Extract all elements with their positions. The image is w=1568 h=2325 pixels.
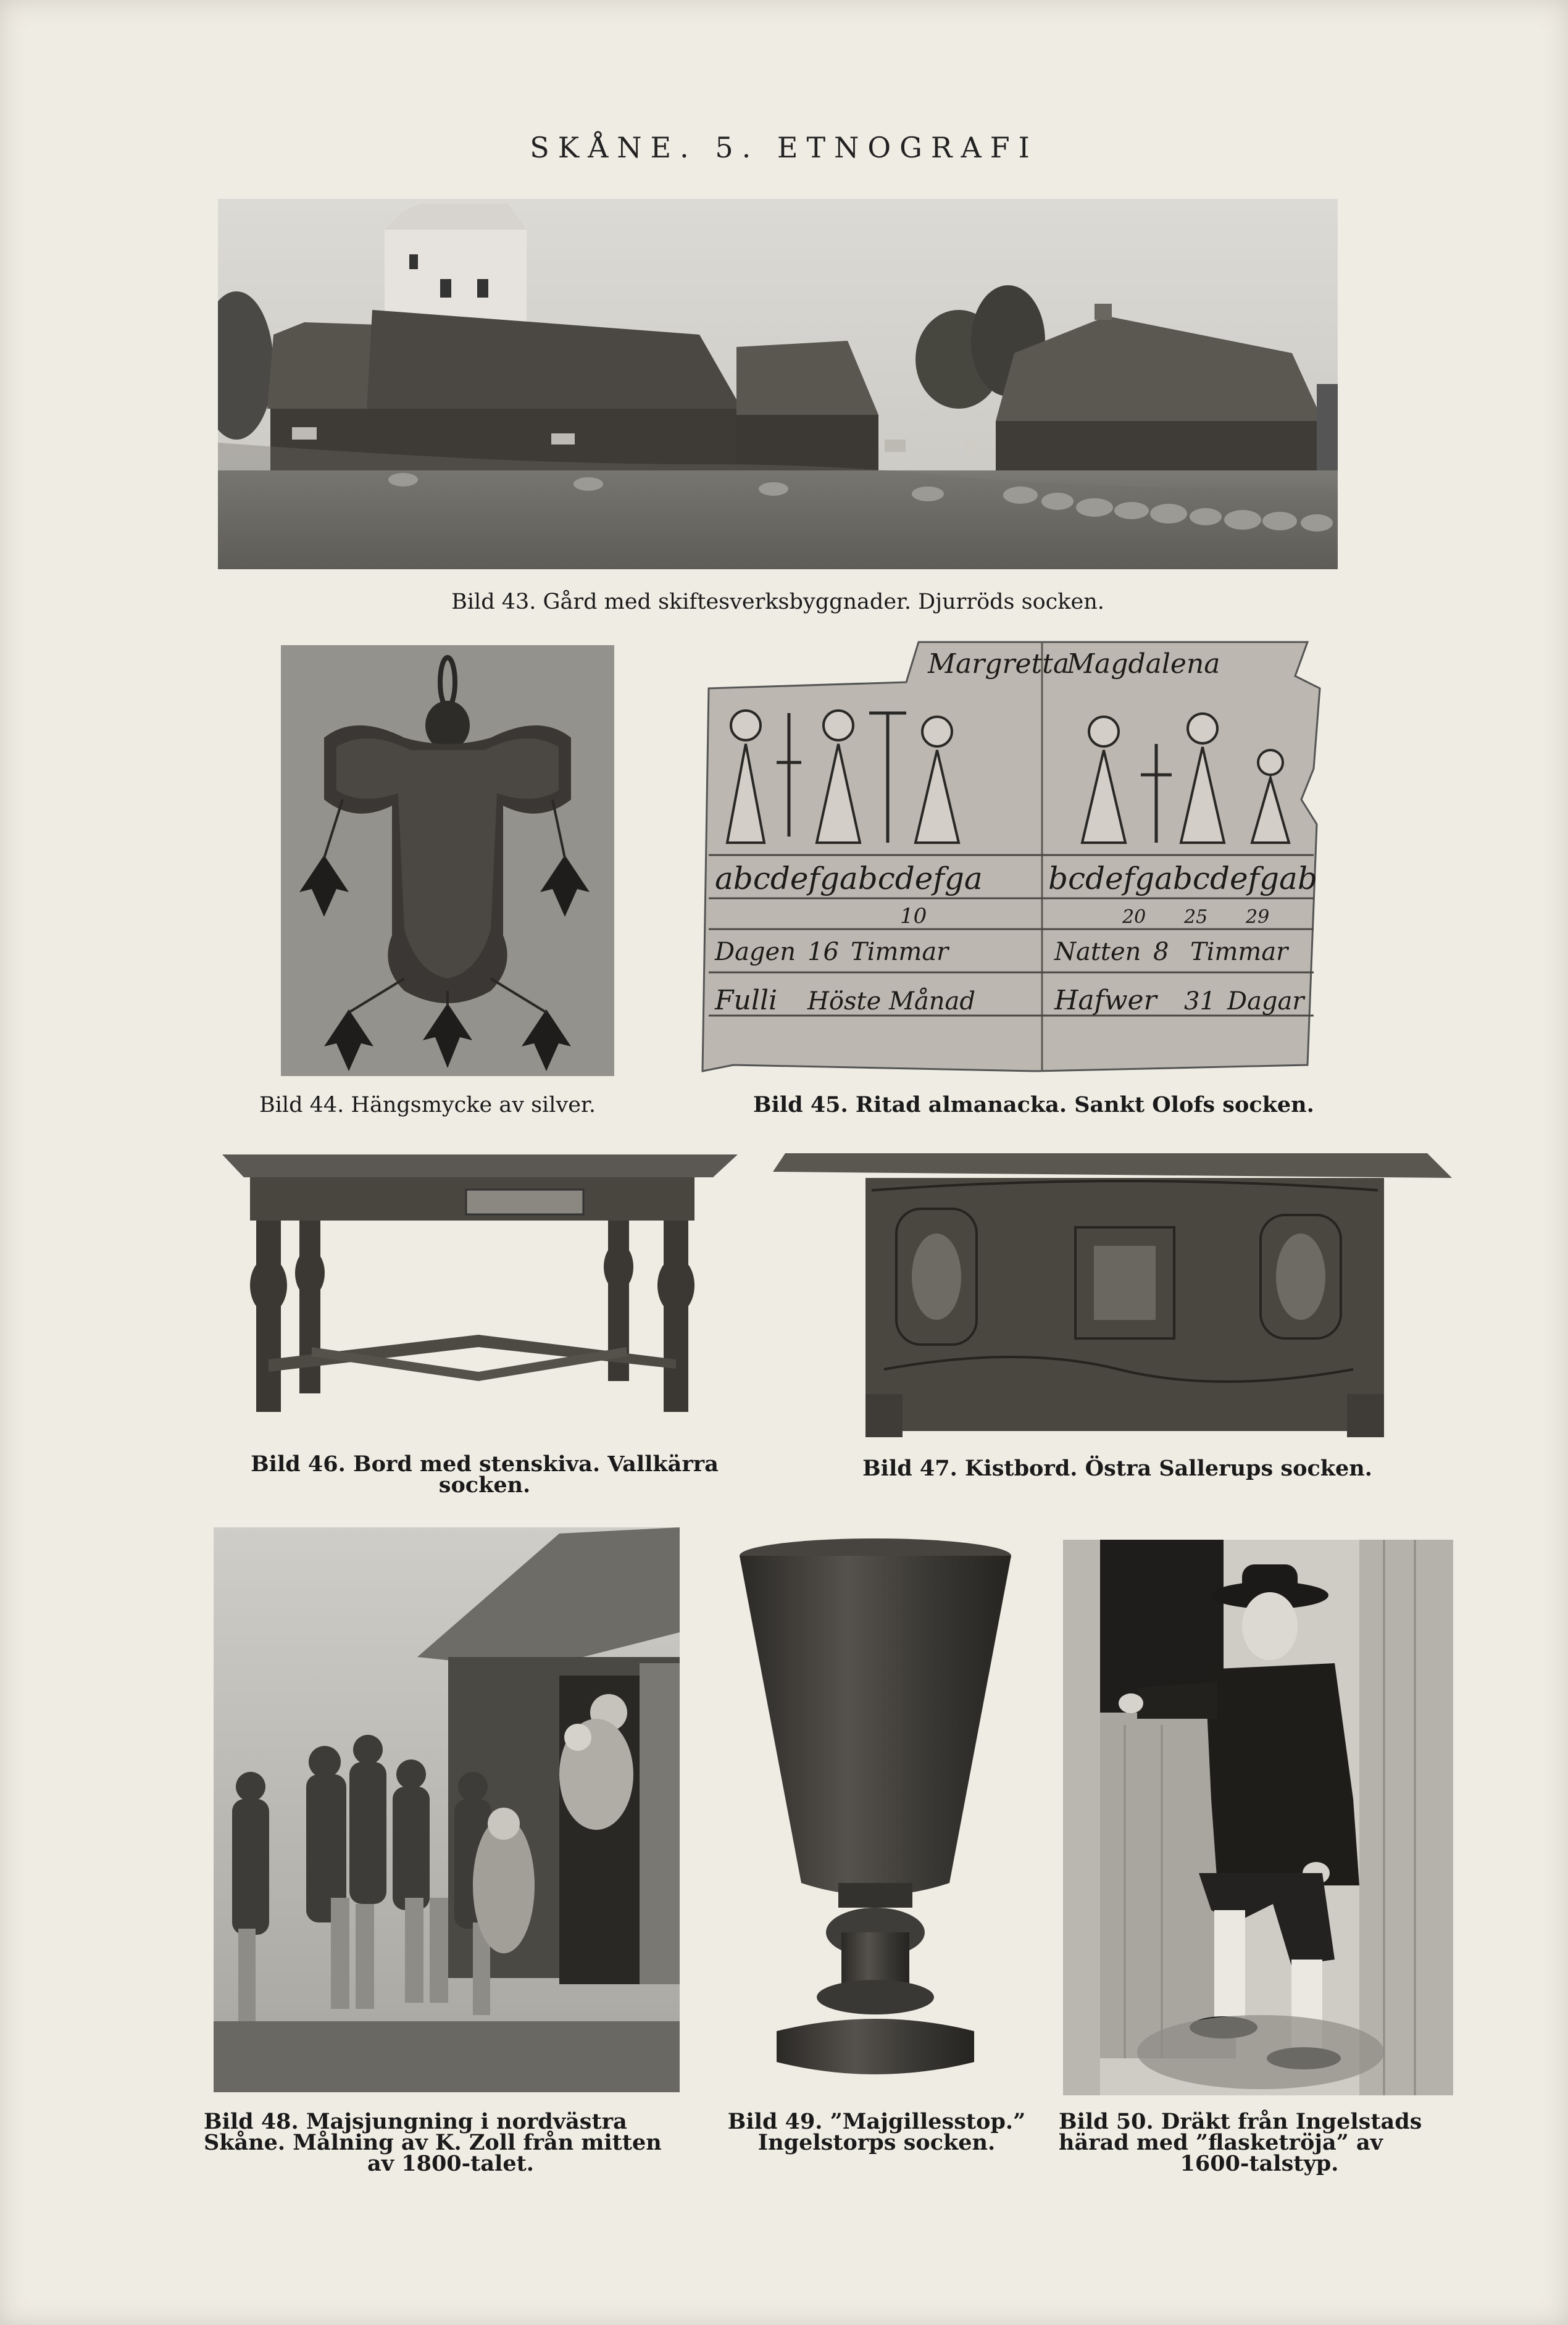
almanac-number-29: 29: [1246, 906, 1270, 928]
page-header: SKÅNE. 5. ETNOGRAFI: [530, 131, 1038, 164]
figure-49-caption: [710, 2111, 1043, 2153]
almanac-letters-left: abcdefgabcdefga: [715, 861, 983, 896]
chest-table-photo: [773, 1147, 1455, 1443]
almanac-hafwer: Hafwer: [1054, 985, 1157, 1016]
almanac-title-right: Magdalena: [1067, 648, 1220, 680]
figure-46-caption-line2: socken.: [438, 1472, 531, 1498]
almanac-number-20: 20: [1122, 906, 1146, 928]
almanac-title-left: Margretta: [928, 648, 1070, 680]
almanac-holte: Höste Månad: [807, 987, 975, 1016]
figure-48-caption-line1: Bild 48. Majsjungning i nordvästra: [204, 2109, 627, 2134]
figure-48-caption-line2: Skåne. Målning av K. Zoll från mitten: [204, 2130, 662, 2155]
figure-50-caption-line2: härad med ”flasketröja” av: [1059, 2130, 1383, 2155]
almanac-timmar-right: Timmar: [1190, 938, 1288, 966]
painting-photo: [214, 1527, 680, 2092]
costume-photo: [1063, 1540, 1453, 2095]
figure-48-caption-line3: av 1800-talet.: [367, 2151, 534, 2176]
figure-46-caption: [213, 1451, 756, 1498]
figure-45-caption: Bild 45. Ritad almanacka. Sankt Olofs socken.: [753, 1092, 1314, 1117]
almanac-timmar-left: Timmar: [851, 938, 949, 966]
wooden-goblet-photo: [733, 1537, 1017, 2093]
almanac-photo: [696, 639, 1321, 1082]
figure-47-caption: Bild 47. Kistbord. Östra Sallerups socken.: [862, 1456, 1372, 1481]
farmhouse-photo: [218, 199, 1338, 569]
almanac-dagen-number: 16: [807, 938, 839, 966]
figure-48-caption: [204, 2111, 698, 2174]
almanac-day-number: 31: [1184, 987, 1216, 1016]
figure-43-caption: Bild 43. Gård med skiftesverksbyggnader. Djurröds socken.: [451, 590, 1104, 614]
figure-44-caption: Bild 44. Hängsmycke av silver.: [259, 1093, 596, 1117]
stone-top-table-photo: [219, 1150, 744, 1434]
almanac-fulli: Fulli: [715, 985, 778, 1016]
figure-49-caption-line1: Bild 49. ”Majgillesstop.”: [727, 2109, 1026, 2134]
almanac-natten: Natten: [1054, 938, 1141, 966]
almanac-letters-right: bcdefgabcdefgab: [1048, 861, 1317, 896]
almanac-natten-number: 8: [1153, 938, 1169, 966]
silver-pendant-photo: [281, 645, 614, 1076]
figure-50-caption-line3: 1600-talstyp.: [1180, 2151, 1339, 2176]
figure-46-caption-line1: Bild 46. Bord med stenskiva. Vallkärra: [251, 1451, 719, 1477]
figure-49-caption-line2: Ingelstorps socken.: [757, 2130, 996, 2155]
almanac-dagen: Dagen: [715, 938, 796, 966]
figure-50-caption: [1059, 2111, 1460, 2174]
almanac-number-10: 10: [900, 904, 927, 929]
almanac-number-25: 25: [1184, 906, 1208, 928]
almanac-dagar: Dagar: [1227, 987, 1304, 1016]
figure-50-caption-line1: Bild 50. Dräkt från Ingelstads: [1059, 2109, 1422, 2134]
